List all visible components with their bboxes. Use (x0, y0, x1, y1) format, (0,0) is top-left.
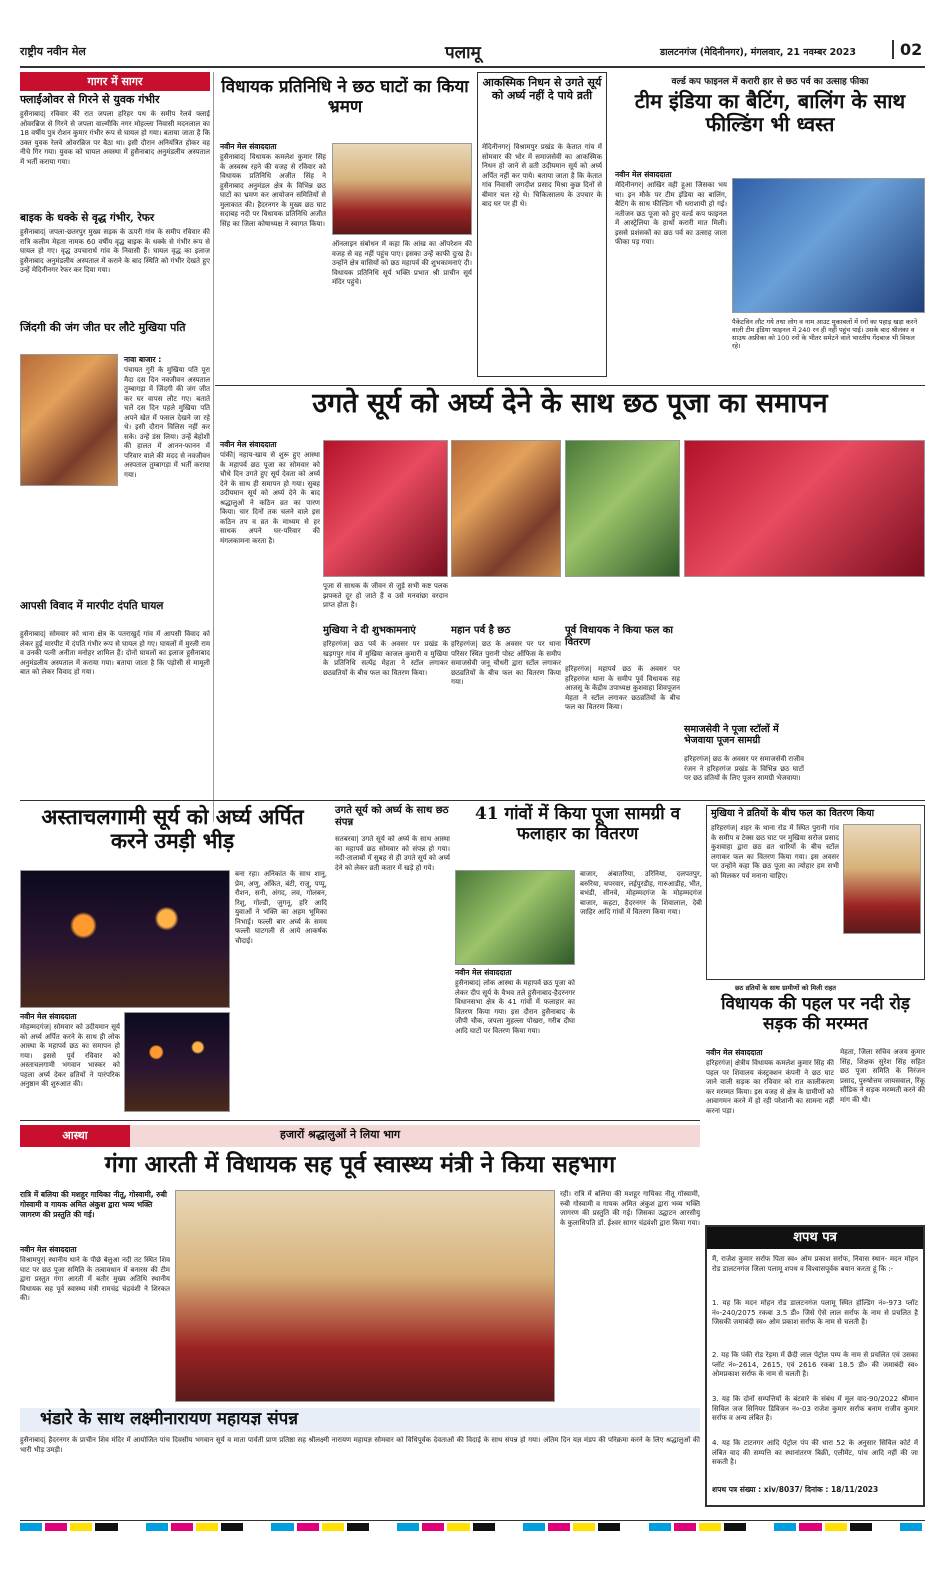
color-swatch (221, 1523, 243, 1531)
villages-body-2: बाजार, अंबातरिया, उरिनिया, दलपतपुर, बरुरिया, चपरवार, लईपुरडीह, गारुआडीह, भीत, बभंडी, सीनवे, मोहम्मदगंज के मोहम्मदगंज बाजार, कहटा, हैदरनगर के शिवालाल, देबी जाहिर आदि गांवों में वितरण किया गया। (580, 870, 702, 916)
color-swatch (523, 1523, 545, 1531)
bhandara-body: हुसैनाबाद| हैदरनगर के प्राचीन शिव मंदिर में आयोजित पांच दिवसीय भगवान सूर्य व माता पार्वती प्राण प्रतिष्ठा सह श्रीलक्ष्मी नारायण महायज्ञ सोमवार को विधिपूर्वक देवताओं की विदाई के साथ संपन्न हो गया। अंतिम दिन यज्ञ मंडप की परिक्रमा करने के लिए श्रद्धालुओं की भारी भीड़ उमड़ी। (20, 1436, 700, 1454)
cricket-kicker: वर्ल्ड कप फाइनल में करारी हार से छठ पर्व का उत्साह फीका (671, 77, 869, 87)
mla-story-byline: नवीन मेल संवाददाता (220, 142, 277, 151)
color-swatch (473, 1523, 495, 1531)
maha-parv-title: महान पर्व है छठ (451, 625, 511, 636)
story-fight-body: हुसैनाबाद| सोमवार को थाना क्षेत्र के पतराखुर्द गांव में आपसी विवाद को लेकर हुई मारपीट में दंपति गंभीर रूप से घायल हो गए। घायलों में मुरली राम व उनकी पत्नी अनीता मनोहर शामिल हैं। दोनों घायलों का इलाज हुसैनाबाद अनुमंडलीय अस्पताल में कराया गया। बताया जाता है कि पड़ोसी से मामूली बात को लेकर विवाद हो गया। (20, 630, 210, 676)
fruits-body: हरिहरगंज| शहर के थाना रोड में स्थित पुरानी गांव के समीप व टेक्स छठ घाट पर मुखिया सरोज प्रसाद कुशवाहा द्वारा छठ व्रत धारियों के बीच स्टॉल लगाकर फल का वितरण किया गया। इस अवसर पर उन्होंने कहा कि छठ पूजा का त्योहार हम सभी को मिलकर पर्व मनाना चाहिए। (711, 824, 839, 880)
samajsevi-body: हरिहरगंज| छठ के अवसर पर समाजसेवी राजीव रंजन ने हरिहरगंज प्रखंड के विभिन्न छठ घाटों पर छठ व्रतियों के लिए पूजन सामग्री भेजवाया। (684, 755, 804, 782)
masthead (20, 40, 925, 66)
main-story-body: पांकी| नहाय-खाय से शुरू हुए आस्था के महापर्व छठ पूजा का सोमवार को चौथे दिन उगते हुए सूर्य देवता को अर्घ्य देने के साथ ही समापन हो गया। सुबह उदीयमान सूर्य को अर्घ्य देने के बाद श्रद्धालुओं ने कठिन व्रत का पारण किया। चार दिनों तक चलने वाले इस कठिन तप व व्रत के माध्यम से हर साधक अपने घर-परिवार की मंगलकामना करता है। (220, 451, 320, 545)
road-body: हरिहरगंज| क्षेत्रीय विधायक कमलेश कुमार सिंह की पहल पर शिवालय कंस्ट्रक्शन कंपनी ने छठ घाट जाने वाली सड़क का रविवार को रात कालीकरण कर मरम्मत किया। इस वजह से क्षेत्र के ग्रामीणों को आवागमन करने में हो रही परेशानी का सामना नहीं करना पड़ा। (706, 1059, 834, 1115)
photo-devotees-3 (684, 440, 925, 577)
col-divider-1 (213, 72, 214, 822)
color-swatch (799, 1523, 821, 1531)
arghya-body: सतबरवा| उगते सूर्य को अर्घ्य के साथ आस्था का महापर्व छठ सोमवार को संपन्न हो गया। नदी-तालाबों में सुबह से ही उगते सूर्य को अर्घ्य देने को लेकर व्रती कतार में खड़े हो गये। (335, 835, 450, 872)
color-swatch (297, 1523, 319, 1531)
color-swatch (598, 1523, 620, 1531)
accident-title: आकस्मिक निधन से उगते सूर्य को अर्घ्य नहीं दे पाये व्रती (482, 76, 602, 102)
sunset-body-2: बना रहा। अनिकांत के साथ शानु, प्रेम, अणु, अंकित, बंटी, राजू, पप्पू, रौशन, सनी, अंगद, लव, गोलबन, रिशु, गोल्डी, जुगनू, हरि आदि युवाओं ने भक्ति का अहम भूमिका निभाई। फल्ली बार अर्घ्य के समय फल्ली घाटगली से आये आकर्षक चौदाई। (235, 870, 327, 945)
color-swatch (347, 1523, 369, 1531)
color-swatch (246, 1523, 268, 1531)
city-title: पलामू (445, 43, 481, 63)
aastha-body: विश्रामपुर| स्थानीय थाने के पीछे बेलुआ नदी तट स्थित शिव घाट पर छठ पूजा समिति के तत्वावधान में बनारस की टीम द्वारा प्रस्तुत गंगा आरती में बतौर मुख्य अतिथि स्थानीय विधायक सह पूर्व स्वास्थ्य मंत्री रामचंद्र चंद्रवंशी ने शिरकत की। (20, 1256, 170, 1302)
color-swatch (875, 1523, 897, 1531)
color-swatch (171, 1523, 193, 1531)
color-swatch (573, 1523, 595, 1531)
page-number: 02 (892, 40, 922, 59)
mla-story-body: हुसैनाबाद| विधायक कमलेश कुमार सिंह के अस्वस्थ रहने की वजह से रविवार को विधायक प्रतिनिधि अजीत सिंह ने हुसैनाबाद अनुमंडल क्षेत्र के विभिन्न छठ घाटों का भ्रमण कर आयोजन समितियों से मुलाकात की। हैदरनगर के मुख्य छठ घाट सदाबह नदी पर विधायक प्रतिनिधि अजीत सिंह का जिला कोषाध्यक्ष ने स्वागत किया। (220, 153, 326, 228)
divider-aastha (20, 1120, 700, 1121)
story-flyover-title: फ्लाईओवर से गिरने से युवक गंभीर (20, 93, 160, 106)
photo-fruits (843, 824, 921, 934)
color-swatch (121, 1523, 143, 1531)
arghya-title: उगते सूर्य को अर्घ्य के साथ छठ संपन्न (335, 805, 449, 828)
road-title: विधायक की पहल पर नदी रोड़ सड़क की मरम्मत (721, 994, 910, 1034)
sunset-body: मोहम्मदगंज| सोमवार को उदीयमान सूर्य को अर्घ्य अर्पित करने के साथ ही लोक आस्था के महापर्व छठ का समापन हो गया। इससे पूर्व रविवार को अस्ताचलगामी भगवान भास्कर को पहला अर्घ्य देकर व्रतियों ने पारंपरिक अनुष्ठान की शुरुआत की। (20, 1023, 120, 1088)
fruits-box (706, 805, 925, 980)
color-swatch (271, 1523, 293, 1531)
divider-main-top (215, 385, 925, 386)
samajsevi-title: समाजसेवी ने पूजा स्टॉलों में भेजवाया पूजन सामग्री (684, 724, 779, 746)
print-color-bar (20, 1520, 925, 1530)
photo-woman-arghya (323, 440, 448, 577)
brand-name: राष्ट्रीय नवीन मेल (20, 45, 86, 58)
story-mukhiya-title: जिंदगी की जंग जीत घर लौटे मुखिया पति (20, 321, 186, 334)
story-fight-title: आपसी विवाद में मारपीट दंपति घायल (20, 600, 164, 612)
photo-sunset-crowd (20, 870, 230, 1008)
color-swatch (674, 1523, 696, 1531)
color-swatch (498, 1523, 520, 1531)
story-bike-body: हुसैनाबाद| जपला-छतरपुर मुख्य सड़क के ऊपरी गांव के समीप रविवार की रात्रि कलीम मेहता नामक 60 वर्षीय वृद्ध बाइक के धक्के से गंभीर रूप से घायल हो गए। वृद्ध उपचारार्थ गांव के निवासी हैं। घायल वृद्ध का इलाज हुसैनाबाद अनुमंडलीय अस्पताल में कराने के बाद स्थिति को गंभीर देखते हुए उन्हें मेदिनीनगर रेफर कर दिया गया। (20, 228, 210, 274)
photo-devotees-1 (451, 440, 561, 577)
aastha-body-2: रही। रात्रि में बलिया की मशहूर गायिका नीतू गोस्वामी, रुबी गोस्वामी व गायक अमित अंकुश द्वारा भव्य भक्ति जागरण की प्रस्तुति की गई। जिसका उद्घाटन आरसीयू के कुलाधिपति डॉ. ईश्वर सागर चंद्रवंशी द्वारा किया गया। (560, 1190, 700, 1227)
affidavit-box (705, 1225, 925, 1507)
aastha-kicker: हजारों श्रद्धालुओं ने लिया भाग (280, 1128, 401, 1141)
villages-byline: नवीन मेल संवाददाता (455, 968, 512, 977)
left-column (20, 72, 210, 822)
color-swatch (623, 1523, 645, 1531)
affidavit-intro: मैं, राजेश कुमार सर्राफ पिता स्व० ओम प्रकाश सर्राफ, निवास स्थान- मदन मोहन रोड डालटनगंज जिला पलामू शपथ व विश्वासपूर्वक बयान करता हूं कि :- (712, 1255, 918, 1273)
accident-box (477, 72, 607, 377)
aastha-title: गंगा आरती में विधायक सह पूर्व स्वास्थ्य मंत्री ने किया सहभाग (104, 1151, 616, 1178)
affidavit-point-4: 4. यह कि टाटनगर आदि पेट्रोल पंप की धारा 52 के अनुसार सिविल कोर्ट में लंबित वाद की सम्पत्ति का स्थानांतरण बिक्री, एलीमेंट, पांच आदि नहीं की जा सकती है। (712, 1439, 918, 1466)
cricket-byline: नवीन मेल संवाददाता (615, 170, 672, 179)
color-swatch (196, 1523, 218, 1531)
color-swatch (699, 1523, 721, 1531)
aastha-lead: रात्रि में बलिया की मशहूर गायिका नीतू, गोस्वामी, रुबी गोस्वामी व गायक अमित अंकुश द्वारा भव्य भक्ति जागरण की प्रस्तुति की गई। (20, 1190, 167, 1219)
color-swatch (724, 1523, 746, 1531)
photo-sunset-2 (124, 1012, 230, 1112)
affidavit-title: शपथ पत्र (707, 1227, 923, 1249)
color-swatch (825, 1523, 847, 1531)
villages-body: हुसैनाबाद| लोक आस्था के महापर्व छठ पूजा को लेकर दीप सूर्य के वैभव तले हुसैनाबाद-हैदरनगर विधानसभा क्षेत्र के 41 गांवों में फलाहार का वितरण किया गया। इस दौरान हुसैनाबाद के जीपी चौक, जपला मुहल्ला पोखरा, गरीब दीघा आदि घाटों पर वितरण किया गया। (455, 979, 575, 1035)
mla-story-body-2: ऑनलाइन संबोधन में कहा कि आंख का ऑपरेशन की वजह से वह नहीं पहुंच पाए। इसका उन्हें काफी दुःख है। उन्होंने क्षेत्र वासियों को छठ महापर्व की शुभकामनाएं दी। विधायक प्रतिनिधि सूर्य भक्ति प्रभात श्री प्राचीन सूर्य मंदिर पहुंचे। (332, 240, 472, 286)
affidavit-point-1: 1. यह कि मदन मोहन रोड डालटनगंज पलामू स्थित होल्डिंग नं०-973 प्लॉट नं०-240/2075 रकबा 3.5 डी० जिसे ऐसे लाल सर्राफ के नाम से प्रचलित है जिसकी जमाबंदी स्व० ओम प्रकाश सर्राफ के नाम से चलती है। (712, 1299, 918, 1326)
photo-cricket (732, 178, 925, 313)
main-story-title: उगते सूर्य को अर्घ्य देने के साथ छठ पूजा का समापन (312, 388, 828, 419)
story-flyover-body: हुसैनाबाद| रविवार की रात जपला हरिहर पथ के समीप रेलवे फ्लाई ओवरब्रिज से गिरने से जपला वाल्मीकि नगर मोहल्ला निवासी मदनलाल का 18 वर्षीय पुत्र रोशन कुमार गंभीर रूप से घायल हो गया। बताया जाता है कि उक्त युवक रेलवे ओवरब्रिज पर बैठा था। इसी दौरान अनियंत्रित होकर वह नीचे गिर गया। युवक को घायल अवस्था में हुसैनाबाद अनुमंडलीय अस्पताल में भर्ती कराया गया। (20, 110, 210, 166)
color-swatch (774, 1523, 796, 1531)
fruits-caption: छठ व्रतियों के साथ ग्रामीणों को मिली राहत (735, 984, 836, 992)
road-byline: नवीन मेल संवाददाता (706, 1048, 763, 1057)
sunset-byline: नवीन मेल संवाददाता (20, 1012, 77, 1021)
former-mla-body: हरिहरगंज| महापर्व छठ के अवसर पर हरिहरगंज थाना के समीप पूर्व विधायक सह आजसू के केंद्रीय उपाध्यक्ष कुशवाहा शिवपूजन मेहता ने स्टॉल लगाकर छठव्रतियों के बीच फल का वितरण किया। (565, 665, 680, 711)
road-body-2: मेहता, जिला सचिव अजय कुमार सिंह, शिक्षक सुरेश सिंह सहित छठ पूजा समिति के निरंजन प्रसाद, पुरुषोत्तम जायसवाल, रिंकू सौंडिक ने सड़क मरम्मती करने की मांग की थी। (840, 1048, 925, 1104)
main-story-body-2: पूजा से साधक के जीवन से जुड़े सभी कष्ट पलक झपकते दूर हो जाते हैं व उसे मनवांछा वरदान प्राप्त होता है। (323, 582, 448, 609)
photo-ganga-aarti (175, 1190, 555, 1402)
color-swatch (322, 1523, 344, 1531)
color-swatch (45, 1523, 67, 1531)
story-mukhiya-byline: नावा बाजार : (124, 355, 162, 364)
affidavit-point-3: 3. यह कि दोनों सम्पत्तियों के बंटवारे के संबंध में मूल वाद-90/2022 श्रीमान सिविल जज सिनियर डिविजन न०-03 राजेश कुमार सर्राफ बनाम राजीव कुमार सर्राफ व अन्य लंबित है। (712, 1395, 918, 1422)
mukhiya-wishes-body: हरिहरगंज| छठ पर्व के अवसर पर प्रखंड के खड़गपुर गांव में मुखिया काजल कुमारी व मुखिया के प्रतिनिधि सत्येंद्र मेहता ने स्टॉल लगाकर छठव्रतियों के बीच फल का वितरण किया। (323, 640, 448, 677)
story-bike-title: बाइक के धक्के से वृद्ध गंभीर, रेफर (20, 212, 155, 224)
cricket-caption: पैकेटविन लौट गये तथा लोग व नाम आउट मुकाबलों में रनों का पहाड़ खड़ा करने वाली टीम इंडिया फाइनल में 240 रन ही नहीं पहुंच पाई। उसके बाद श्रीलंका व साउथ अफ्रीका को 100 रनों के भीतर समेटने वाले भारतीय गेंदबाज भी विफल रहे। (732, 318, 918, 350)
color-swatch (649, 1523, 671, 1531)
color-swatch (548, 1523, 570, 1531)
aastha-byline: नवीन मेल संवाददाता (20, 1245, 77, 1254)
color-swatch (850, 1523, 872, 1531)
color-swatch (447, 1523, 469, 1531)
section-tag-gagar: गागर में सागर (20, 72, 210, 91)
bhandara-title: भंडारे के साथ लक्ष्मीनारायण महायज्ञ संपन्न (40, 1409, 299, 1429)
photo-mla-stage (332, 143, 472, 235)
color-swatch (749, 1523, 771, 1531)
former-mla-title: पूर्व विधायक ने किया फल का वितरण (565, 625, 673, 648)
color-swatch (372, 1523, 394, 1531)
villages-title: 41 गांवों में किया पूजा सामग्री व फलाहार का वितरण (474, 804, 681, 844)
mla-story-title: विधायक प्रतिनिधि ने छठ घाटों का किया भ्रमण (221, 77, 469, 117)
mukhiya-wishes-title: मुखिया ने दी शुभकामनाएं (323, 625, 416, 636)
color-swatch (20, 1523, 42, 1531)
color-swatch (422, 1523, 444, 1531)
color-swatch (146, 1523, 168, 1531)
accident-body: मेदिनीनगर| विश्रामपुर प्रखंड के केतात गांव में सोमवार की भोर में समाजसेवी का आकस्मिक निधन हो जाने से व्रती उदीयमान सूर्य को अर्घ्य अर्पित नहीं कर पाये। बताया जाता है कि केतात गांव निवासी जगदीश प्रसाद मिश्रा कुछ दिनों से बीमार चल रहे थे। चिकित्सालय के उपचार के बाद घर पर ही थे। (482, 143, 602, 208)
photo-villages (455, 870, 575, 965)
affidavit-footer: शपथ पत्र संख्या : xiv/8037/ दिनांक : 18/11/2023 (712, 1485, 879, 1494)
photo-devotees-2 (565, 440, 680, 577)
color-swatch (95, 1523, 117, 1531)
aastha-tag: आस्था (20, 1125, 130, 1147)
story-mukhiya-body: पंचायत गुरी के मुखिया पति पूरा मैदा दस दिन नवजीवन अस्पताल तुम्बागड़ा में जिंदगी की जंग जीत कर घर वापस लौट गए। बताते चलें दस दिन पहले मुखिया पति अपने खेत में फसल देखने जा रहे थे। इसी दौरान विलिस नहीं कर सके। उन्हें डंस लिया। उन्हें बेहोशी की हालत में आनन-फानन में परिवार वाले की मदद से नवजीवन अस्पताल तुम्बागड़ा में भर्ती कराया गया। (124, 366, 210, 479)
dateline: डालटनगंज (मेदिनीनगर), मंगलवार, 21 नवम्बर 2023 (660, 47, 857, 58)
sunset-title: अस्ताचलगामी सूर्य को अर्घ्य अर्पित करने उमड़ी भीड़ (41, 804, 304, 854)
cricket-body: मेदिनीनगर| आखिर वही हुआ जिसका भय था। इन मौके पर टीम इंडिया का बालिंग, बैटिंग के साथ फील्डिंग भी धराशायी हो गई। नतीजन छठ पूजा को हुए वर्ल्ड कप फाइनल में आस्ट्रेलिया के हाथों करारी मात मिली। इससे प्रशंसकों का छठ पर्व का उत्साह जाता फीका पड़ गया। (615, 181, 727, 246)
color-swatch (900, 1523, 922, 1531)
maha-parv-body: हरिहरगंज| छठ के अवसर पर पर थाना परिसर स्थित पुरानी पोस्ट ऑफिस के समीप समाजसेवी जनू चौधरी द्वारा स्टॉल लगाकर छठव्रतियों के बीच फल का वितरण किया गया। (451, 640, 561, 686)
affidavit-point-2: 2. यह कि पंकी रोड रेड़मा में छैदी लाल पेट्रोल पम्प के नाम से प्रचलित एवं उसका प्लॉट नं०-2614, 2615, एवं 2616 रकबा 18.5 डी० की जमाबंदी स्व० ओमप्रकाश सर्राफ के नाम से चलती है। (712, 1351, 918, 1378)
main-story-byline: नवीन मेल संवाददाता (220, 440, 277, 449)
cricket-title: टीम इंडिया का बैटिंग, बालिंग के साथ फील्डिंग भी ध्वस्त (634, 89, 906, 136)
color-swatch (70, 1523, 92, 1531)
photo-hospital (20, 354, 118, 486)
color-swatch (397, 1523, 419, 1531)
masthead-rule (20, 66, 925, 68)
divider-middle (20, 800, 925, 801)
fruits-title: मुखिया ने व्रतियों के बीच फल का वितरण किया (711, 808, 875, 819)
